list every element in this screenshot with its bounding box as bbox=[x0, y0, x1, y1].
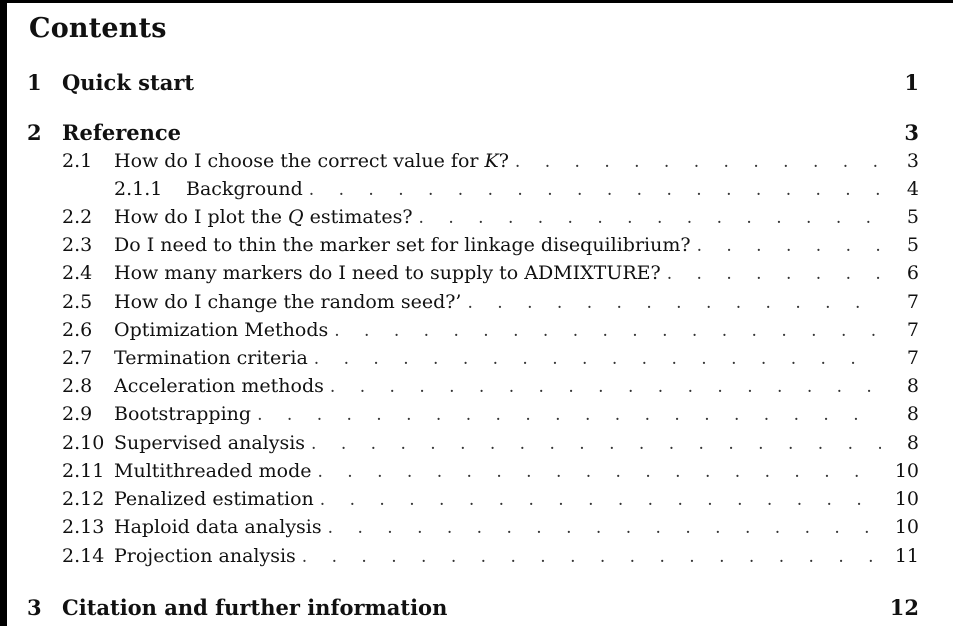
toc-entry-2-14[interactable] bbox=[7, 544, 953, 570]
entry-title: Termination criteria bbox=[114, 347, 314, 369]
entry-number: 2.1 bbox=[62, 150, 93, 172]
page-number: 7 bbox=[906, 291, 919, 313]
toc-entry-2-5[interactable] bbox=[7, 290, 953, 316]
page-number: 10 bbox=[894, 516, 919, 538]
entry-title: Penalized estimation bbox=[114, 488, 320, 510]
entry-number: 2.2 bbox=[62, 206, 93, 228]
page-number: 3 bbox=[906, 150, 919, 172]
entry-number: 2.4 bbox=[62, 262, 93, 284]
toc-entry-2-6[interactable] bbox=[7, 318, 953, 344]
dot-leader bbox=[320, 490, 881, 510]
page-number: 12 bbox=[889, 595, 919, 620]
entry-number: 2.6 bbox=[62, 319, 93, 341]
page-title: Contents bbox=[29, 13, 167, 44]
entry-title: Do I need to thin the marker set for linkage disequilibrium? bbox=[114, 234, 697, 256]
entry-title: How do I plot the Q estimates? bbox=[114, 206, 419, 228]
entry-title: How do I choose the correct value for K? bbox=[114, 150, 515, 172]
entry-number: 2.14 bbox=[62, 545, 105, 567]
page-number: 3 bbox=[904, 120, 919, 145]
dot-leader bbox=[467, 293, 881, 313]
entry-title: Background bbox=[186, 178, 309, 200]
entry-title: Optimization Methods bbox=[114, 319, 334, 341]
toc-entry-2-10[interactable] bbox=[7, 431, 953, 457]
toc-entry-2-1-1[interactable] bbox=[7, 177, 953, 203]
entry-title: How many markers do I need to supply to ADMIXTURE? bbox=[114, 262, 667, 284]
toc-entry-2-7[interactable] bbox=[7, 346, 953, 372]
page-number: 11 bbox=[894, 545, 919, 567]
entry-number: 2.8 bbox=[62, 375, 93, 397]
toc-entry-2-3[interactable] bbox=[7, 233, 953, 259]
page-number: 8 bbox=[906, 403, 919, 425]
dot-leader bbox=[314, 349, 881, 369]
entry-number: 2.13 bbox=[62, 516, 105, 538]
page-number: 5 bbox=[906, 234, 919, 256]
page-number: 4 bbox=[906, 178, 919, 200]
toc-entry-2-9[interactable] bbox=[7, 402, 953, 428]
page-number: 5 bbox=[906, 206, 919, 228]
toc-entry-2-4[interactable] bbox=[7, 261, 953, 287]
toc-section-2[interactable] bbox=[7, 120, 953, 146]
page-number: 8 bbox=[906, 432, 919, 454]
section-title: Reference bbox=[62, 120, 182, 145]
page-number: 10 bbox=[894, 488, 919, 510]
dot-leader bbox=[330, 377, 881, 397]
page-number: 6 bbox=[906, 262, 919, 284]
entry-title: Supervised analysis bbox=[114, 432, 311, 454]
toc-entry-2-1[interactable] bbox=[7, 149, 953, 175]
entry-title: Bootstrapping bbox=[114, 403, 257, 425]
entry-number: 2.11 bbox=[62, 460, 105, 482]
dot-leader bbox=[419, 208, 881, 228]
dot-leader bbox=[311, 434, 881, 454]
document-page bbox=[7, 3, 953, 626]
toc-entry-2-12[interactable] bbox=[7, 487, 953, 513]
entry-number: 2.12 bbox=[62, 488, 105, 510]
dot-leader bbox=[317, 462, 881, 482]
entry-number: 2.5 bbox=[62, 291, 93, 313]
page-number: 7 bbox=[906, 319, 919, 341]
entry-number: 2.7 bbox=[62, 347, 93, 369]
dot-leader bbox=[334, 321, 881, 341]
section-number: 2 bbox=[27, 120, 42, 145]
section-title: Quick start bbox=[62, 70, 195, 95]
dot-leader bbox=[328, 518, 881, 538]
entry-title: Haploid data analysis bbox=[114, 516, 328, 538]
dot-leader bbox=[515, 152, 881, 172]
section-number: 3 bbox=[27, 595, 42, 620]
toc-entry-2-13[interactable] bbox=[7, 515, 953, 541]
section-title: Citation and further information bbox=[62, 595, 448, 620]
dot-leader bbox=[302, 547, 881, 567]
toc-section-3[interactable] bbox=[7, 595, 953, 621]
dot-leader bbox=[309, 180, 881, 200]
toc-entry-2-11[interactable] bbox=[7, 459, 953, 485]
dot-leader bbox=[697, 236, 881, 256]
section-number: 1 bbox=[27, 70, 42, 95]
entry-title: Projection analysis bbox=[114, 545, 302, 567]
toc-entry-2-8[interactable] bbox=[7, 374, 953, 400]
toc-section-1[interactable] bbox=[7, 70, 953, 96]
page-number: 7 bbox=[906, 347, 919, 369]
entry-number: 2.1.1 bbox=[114, 178, 163, 200]
entry-title: Multithreaded mode bbox=[114, 460, 317, 482]
page-number: 10 bbox=[894, 460, 919, 482]
dot-leader bbox=[667, 264, 881, 284]
page-number: 1 bbox=[904, 70, 919, 95]
toc-entry-2-2[interactable] bbox=[7, 205, 953, 231]
entry-number: 2.3 bbox=[62, 234, 93, 256]
page-number: 8 bbox=[906, 375, 919, 397]
entry-number: 2.9 bbox=[62, 403, 93, 425]
entry-title: How do I change the random seed?’ bbox=[114, 291, 467, 313]
dot-leader bbox=[257, 405, 881, 425]
entry-number: 2.10 bbox=[62, 432, 105, 454]
entry-title: Acceleration methods bbox=[114, 375, 330, 397]
